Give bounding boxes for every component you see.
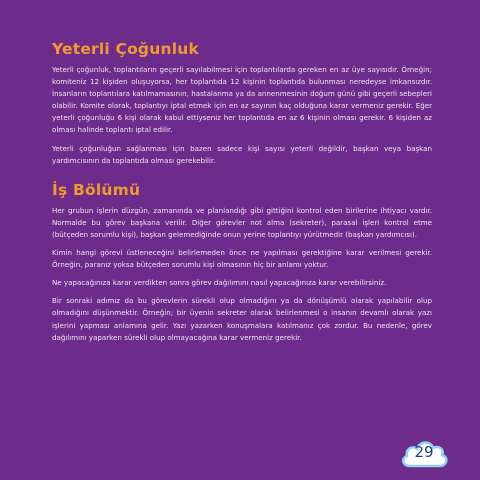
- paragraph: Yeterli çoğunluk, toplantıların geçerli sayılabilmesi için toplantılarda gereken en az üye sayısıdır. Örneğin; komiteniz 12 kişiden oluşuyorsa, her toplantıda 12 kişinin toplantıda bulunması neredeyse imkansızdır. İnsanların toplantılara katılmamasının, hastalanma ya da annenmesinin doğum günü gibi geçerli sebepleri olabilir. Komite olarak, toplantıyı iptal etmek için en az sayının kaç olduğuna karar vermeniz gerekir. Eğer yeterli çoğunluğu 6 kişi olarak kabul ettiyseniz her toplantıda en az 6 kişinin olması gerekir. 6 kişiden az olması halinde toplantı iptal edilir.: [52, 65, 432, 135]
- paragraph: Bir sonraki adımız da bu görevlerin sürekli olup olmadığını ya da dönüşümlü olarak yapılabilir olup olmadığını düşünmektir. Örneğin; bir üyenin sekreter olarak belirlenmesi o insanın devamlı olarak yazı işlerini yapması anlamına gelir. Yazı yazarken konuşmalara katılmanız çok zordur. Bu nedenle, görev dağılımını yaparken sürekli olup olmayacağına karar vermeniz gerekir.: [52, 296, 432, 342]
- paragraph: Ne yapacağınıza karar verdikten sonra görev dağılımını nasıl yapacağınıza karar verebilirsiniz.: [52, 278, 387, 288]
- page-number-badge: [398, 434, 450, 474]
- section-title-division-of-labor: İş Bölümü: [52, 180, 141, 199]
- paragraph: Kimin hangi görevi üstleneceğini belirlemeden önce ne yapılması gerektiğine karar verilmesi gerekir. Örneğin, paranız yoksa bütçeden sorumlu kişi olmasının hiç bir anlamı yoktur.: [52, 248, 432, 270]
- page-content: [52, 38, 432, 344]
- paragraph: Her grubun işlerin düzgün, zamanında ve planlandığı gibi gittiğini kontrol eden birilerine ihtiyacı vardır. Normalde bu görev başkana verilir. Diğer görevler not alma (sekreter), parasal işleri kontrol etme (bütçeden sorumlu kişi), başkan gelemediğinde onun yerine toplantıyı yürütmedir (başkan yardımcısı).: [52, 205, 432, 239]
- paragraph: Yeterli çoğunluğun sağlanması için bazen sadece kişi sayısı yeterli değildir, başkan veya başkan yardımcısının da toplantıda olması gerekebilir.: [52, 143, 432, 165]
- page-number: 29: [414, 443, 434, 461]
- section-title-quorum: Yeterli Çoğunluk: [52, 40, 199, 58]
